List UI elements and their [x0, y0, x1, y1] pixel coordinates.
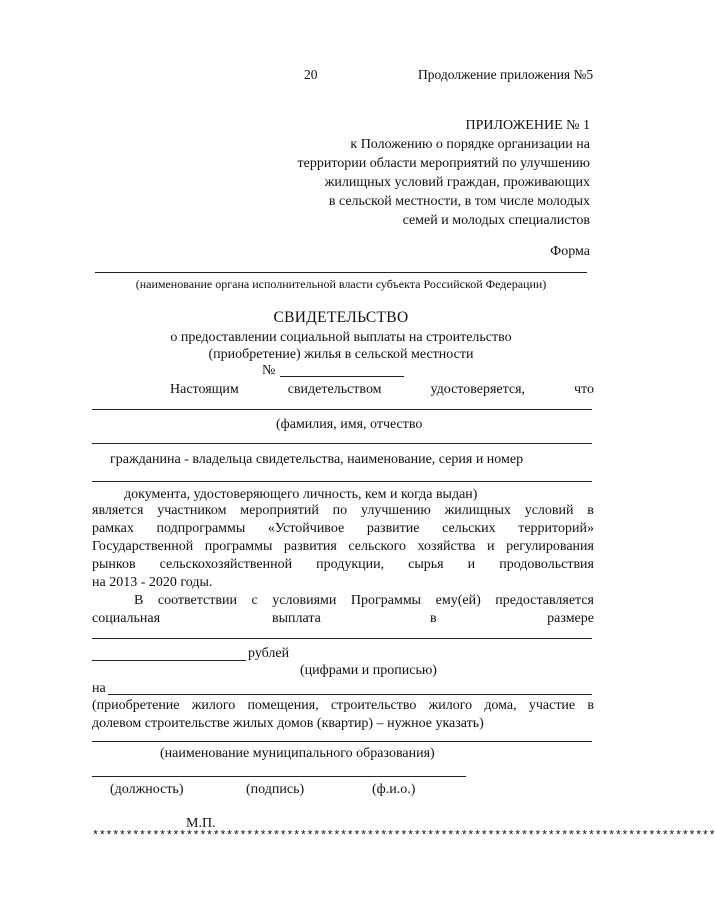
- word: Государственной: [92, 539, 194, 554]
- appendix-line-2: территории области мероприятий по улучшению: [297, 156, 590, 171]
- certificate-subtitle-1: о предоставлении социальной выплаты на строительство: [170, 330, 512, 345]
- word: сельского: [348, 539, 407, 554]
- word: предоставляется: [495, 593, 594, 608]
- word: рынков: [92, 557, 136, 572]
- certify-line: [170, 381, 594, 398]
- appendix-line-4: в сельской местности, в том числе молодых: [328, 194, 590, 209]
- word: строительство: [330, 698, 417, 713]
- word: развитие: [366, 521, 420, 536]
- paragraph-line-4: [92, 556, 594, 573]
- appendix-line-5: семей и молодых специалистов: [402, 213, 590, 228]
- word: удостоверяется,: [430, 382, 526, 397]
- number-label: №: [262, 363, 276, 378]
- word: В: [134, 593, 144, 608]
- word: участником: [157, 503, 227, 518]
- word: территорий»: [518, 521, 594, 536]
- paragraph-last: на 2013 - 2020 годы.: [92, 575, 213, 590]
- word: и: [467, 557, 476, 572]
- fio-caption: (фамилия, имя, отчество: [276, 417, 423, 432]
- owner-line: [92, 443, 592, 444]
- appendix-line-1: к Положению о порядке организации на: [350, 137, 590, 152]
- municipality-line: [92, 741, 592, 742]
- owner-caption: гражданина - владельца свидетельства, наименование, серия и номер: [110, 452, 524, 467]
- certificate-title: СВИДЕТЕЛЬСТВО: [273, 309, 409, 326]
- word: (приобретение: [92, 698, 180, 713]
- fio-line: [92, 409, 592, 410]
- word: что: [574, 382, 594, 397]
- word: сырья: [408, 557, 444, 572]
- amount-line: [92, 638, 592, 639]
- authority-line: [95, 272, 587, 273]
- word: продовольствия: [499, 557, 594, 572]
- appendix-title: ПРИЛОЖЕНИЕ № 1: [465, 118, 590, 133]
- word: свидетельством: [287, 382, 382, 397]
- word: является: [92, 503, 144, 518]
- sign-caption: (подпись): [246, 782, 305, 797]
- word: в: [587, 503, 594, 518]
- position-caption: (должность): [110, 782, 184, 797]
- word: продукции,: [316, 557, 385, 572]
- word: рамках: [92, 521, 134, 536]
- word: жилищных: [444, 503, 511, 518]
- paragraph-line-2: [92, 520, 594, 537]
- footer-stars: *********************************************************************************************: [92, 829, 715, 843]
- word: условиями: [272, 593, 337, 608]
- word: Программы: [350, 593, 422, 608]
- word: улучшению: [360, 503, 431, 518]
- document-line: [92, 481, 592, 482]
- purpose-line-1: [92, 697, 594, 714]
- word: дома,: [484, 698, 517, 713]
- amount-caption: (цифрами и прописью): [300, 663, 437, 678]
- paragraph-line-1: [92, 502, 594, 519]
- word: условий: [524, 503, 574, 518]
- word: социальная: [92, 611, 161, 626]
- continuation-label: Продолжение приложения №5: [418, 67, 594, 82]
- word: ему(ей): [435, 593, 481, 608]
- paragraph-line-3: [92, 538, 594, 555]
- word: жилого: [191, 698, 236, 713]
- word: регулирования: [506, 539, 594, 554]
- certificate-subtitle-2: (приобретение) жилья в сельской местности: [208, 347, 474, 362]
- word: помещения,: [247, 698, 319, 713]
- signature-line: [92, 776, 466, 777]
- word: жилого: [428, 698, 473, 713]
- word: в: [430, 611, 437, 626]
- word: сельскохозяйственной: [159, 557, 293, 572]
- rubles-label: рублей: [248, 646, 290, 661]
- word: по: [332, 503, 348, 518]
- rubles-line: [92, 660, 246, 661]
- word: выплата: [272, 611, 321, 626]
- word: размере: [547, 611, 594, 626]
- na-label: на: [92, 681, 106, 696]
- purpose-line-2: долевом строительстве жилых домов (квартир) – нужное указать): [92, 716, 484, 731]
- name-caption: (ф.и.о.): [372, 782, 416, 797]
- number-line: [280, 376, 404, 377]
- stamp-label: М.П.: [186, 816, 216, 831]
- word: и: [487, 539, 495, 554]
- word: сельских: [442, 521, 496, 536]
- form-label: Форма: [550, 244, 590, 259]
- word: хозяйства: [417, 539, 476, 554]
- word: в: [587, 698, 594, 713]
- na-line: [108, 694, 592, 695]
- word: развития: [283, 539, 337, 554]
- word: соответствии: [157, 593, 237, 608]
- word: подпрограммы: [156, 521, 246, 536]
- word: участие: [528, 698, 576, 713]
- document-caption: документа, удостоверяющего личность, кем и когда выдан): [124, 487, 478, 502]
- word: «Устойчивое: [267, 521, 345, 536]
- word: с: [251, 593, 258, 608]
- appendix-line-3: жилищных условий граждан, проживающих: [324, 175, 590, 190]
- page-number: 20: [304, 67, 318, 82]
- terms-line: [134, 592, 594, 609]
- word: мероприятий: [240, 503, 319, 518]
- word: программы: [204, 539, 273, 554]
- municipality-caption: (наименование муниципального образования): [160, 746, 435, 761]
- authority-caption: (наименование органа исполнительной власти субъекта Российской Федерации): [135, 277, 547, 291]
- word: Настоящим: [170, 382, 239, 397]
